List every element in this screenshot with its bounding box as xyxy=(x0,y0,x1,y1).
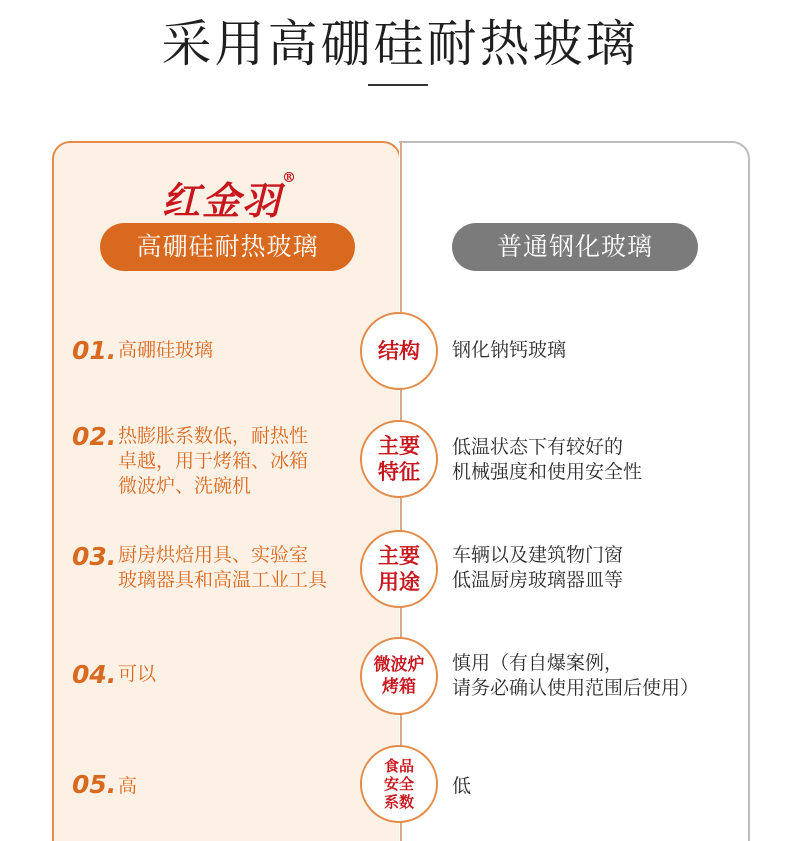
right-row-line: 车辆以及建筑物门窗 xyxy=(452,544,624,566)
right-row-text xyxy=(452,651,699,701)
right-header-pill: 普通钢化玻璃 xyxy=(452,223,698,271)
row-badge xyxy=(360,420,438,498)
right-row-line: 低温厨房玻璃器皿等 xyxy=(452,569,624,591)
row-number: 03. xyxy=(72,542,117,571)
badge-line: 主要 xyxy=(378,544,420,568)
left-row-line: 高 xyxy=(118,775,138,797)
left-row-text xyxy=(118,662,156,687)
row-badge xyxy=(360,312,438,390)
row-badge xyxy=(360,745,438,823)
row-number: 02. xyxy=(72,422,117,451)
badge-line: 主要 xyxy=(378,434,420,458)
badge-line: 用途 xyxy=(378,570,420,594)
brand-name: 红金羽 xyxy=(161,178,282,223)
left-row-line: 卓越，用于烤箱、冰箱 xyxy=(118,450,309,472)
left-row-line: 玻璃器具和高温工业工具 xyxy=(118,569,328,591)
right-row-text xyxy=(452,338,566,363)
left-row-text xyxy=(118,543,327,593)
left-header-pill: 高硼硅耐热玻璃 xyxy=(100,223,355,271)
title-divider xyxy=(368,84,428,86)
brand-logo xyxy=(150,170,310,225)
left-row-line: 高硼硅玻璃 xyxy=(118,339,214,361)
row-number: 04. xyxy=(72,660,117,689)
right-row-line: 机械强度和使用安全性 xyxy=(452,461,643,483)
badge-line: 微波炉 xyxy=(373,655,425,675)
left-row-line: 可以 xyxy=(118,663,157,685)
left-row-text xyxy=(118,338,213,363)
left-row-line: 热膨胀系数低，耐热性 xyxy=(118,425,309,447)
registered-mark: ® xyxy=(282,170,298,186)
badge-line: 特征 xyxy=(378,460,420,484)
right-row-text xyxy=(452,543,623,593)
right-row-line: 钢化钠钙玻璃 xyxy=(452,339,567,361)
badge-line: 安全 xyxy=(383,775,414,793)
row-badge xyxy=(360,637,438,715)
left-row-text xyxy=(118,424,308,499)
row-number: 05. xyxy=(72,770,117,799)
row-number: 01. xyxy=(72,336,117,365)
left-row-line: 厨房烘焙用具、实验室 xyxy=(118,544,309,566)
left-row-line: 微波炉、洗碗机 xyxy=(118,475,252,497)
right-row-text xyxy=(452,774,471,799)
right-row-line: 低温状态下有较好的 xyxy=(452,436,624,458)
badge-line: 系数 xyxy=(383,793,414,811)
right-row-line: 低 xyxy=(452,775,472,797)
left-row-text xyxy=(118,774,137,799)
page-title: 采用高硼硅耐热玻璃 xyxy=(161,15,639,73)
row-badge xyxy=(360,530,438,608)
right-row-line: 请务必确认使用范围后使用） xyxy=(452,677,700,699)
badge-line: 食品 xyxy=(383,757,414,775)
badge-line: 烤箱 xyxy=(382,677,416,697)
badge-line: 结构 xyxy=(378,339,420,363)
right-row-line: 慎用（有自爆案例， xyxy=(452,652,624,674)
right-row-text xyxy=(452,435,642,485)
